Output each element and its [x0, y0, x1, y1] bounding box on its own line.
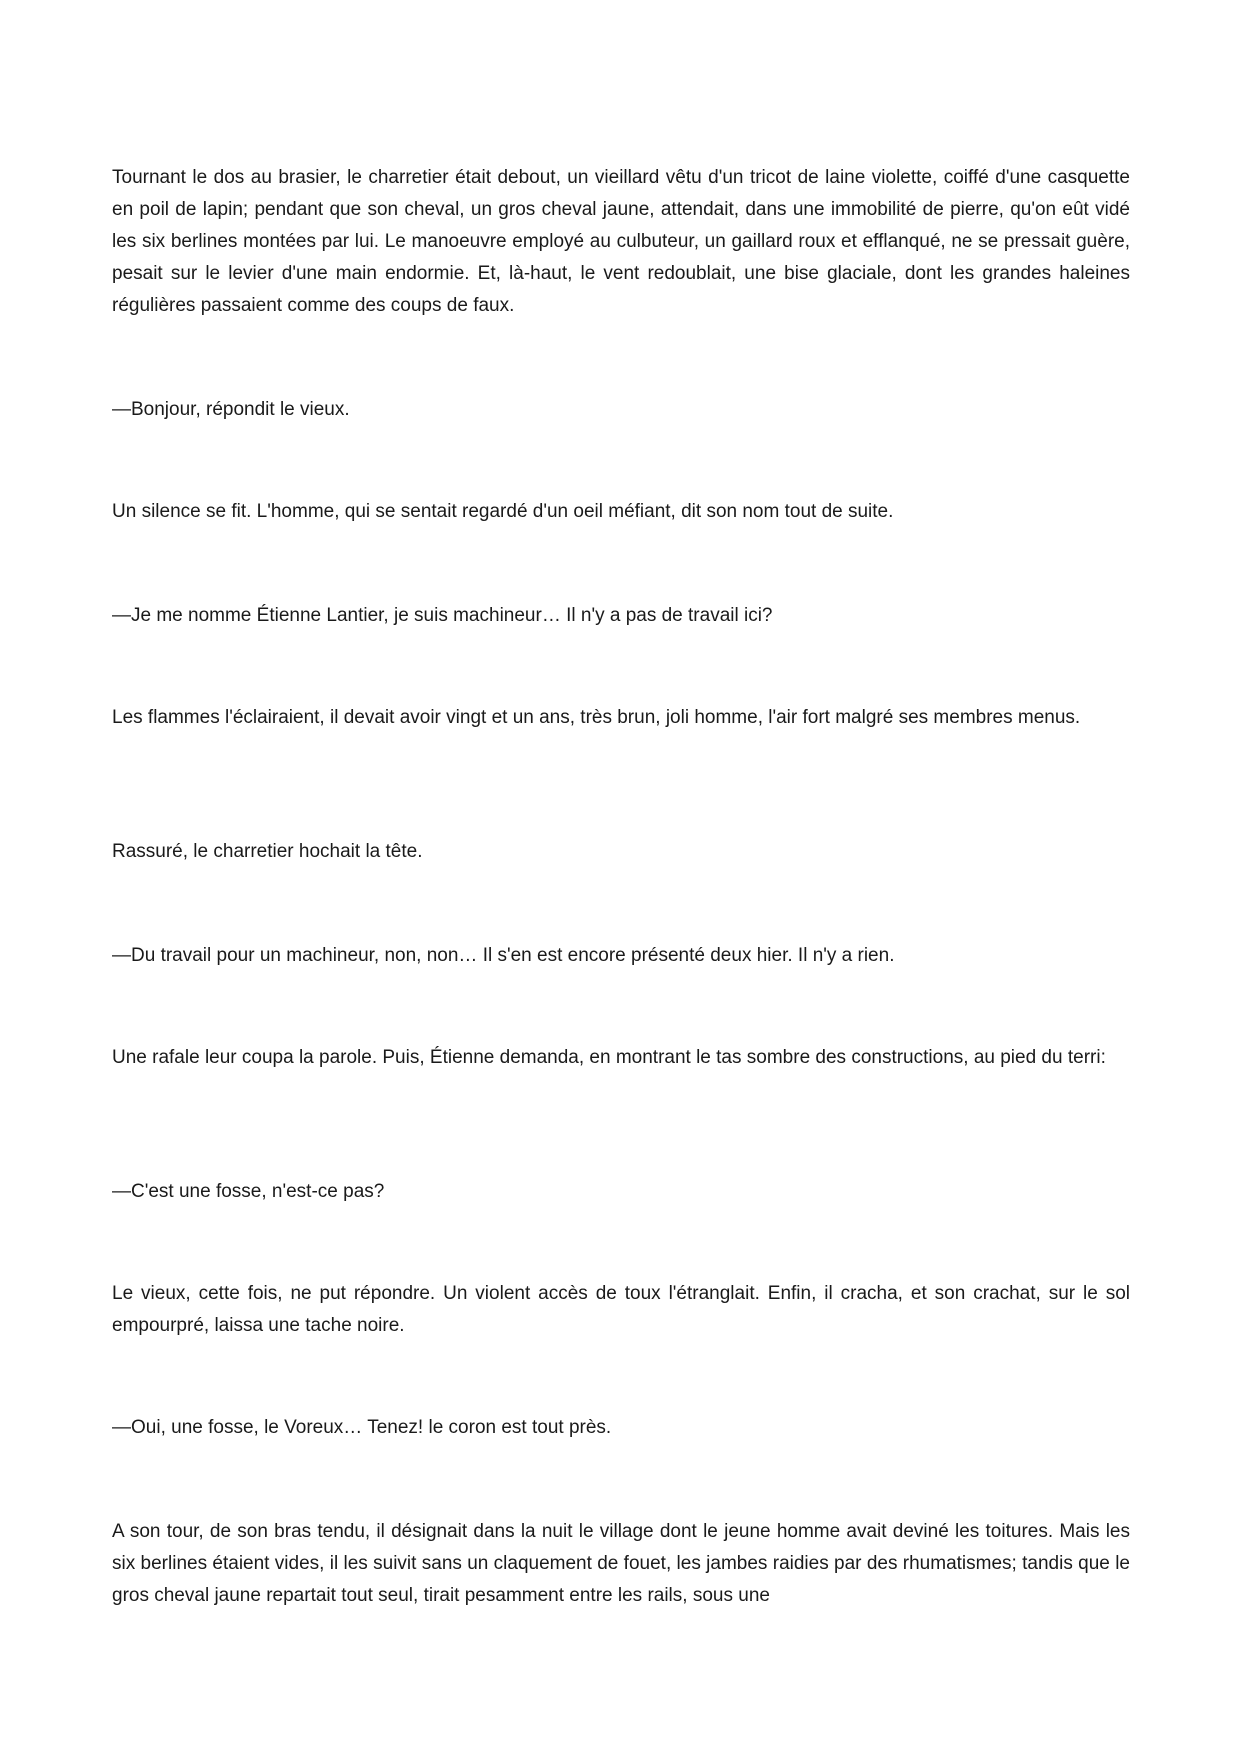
paragraph-narration-flammes: Les flammes l'éclairaient, il devait avoir vingt et un ans, très brun, joli homme, l'air fort malgré ses membres menus. [112, 707, 1081, 728]
paragraph-dialogue-etienne: —Je me nomme Étienne Lantier, je suis machineur… Il n'y a pas de travail ici? [112, 605, 773, 626]
paragraph-narration-village: A son tour, de son bras tendu, il désignait dans la nuit le village dont le jeune homme avait deviné les toitures. Mais les six berlines étaient vides, il les suivit sans un claquement de fouet, les jambes raidies par des rhumatismes; tandis que le gros cheval jaune repartait tout seul, tirait pesamment entre les rails, sous une [112, 1521, 1130, 1606]
paragraph-narration-rassure: Rassuré, le charretier hochait la tête. [112, 841, 423, 862]
paragraph-dialogue-voreux: —Oui, une fosse, le Voreux… Tenez! le coron est tout près. [112, 1417, 612, 1438]
paragraph-narration-rafale: Une rafale leur coupa la parole. Puis, Étienne demanda, en montrant le tas sombre des constructions, au pied du terri: [112, 1047, 1106, 1068]
paragraph-dialogue-bonjour: —Bonjour, répondit le vieux. [112, 399, 350, 420]
paragraph-narration-charretier: Tournant le dos au brasier, le charretier était debout, un vieillard vêtu d'un tricot de laine violette, coiffé d'une casquette en poil de lapin; pendant que son cheval, un gros cheval jaune, attendait, dans une immobilité de pierre, qu'on eût vidé les six berlines montées par lui. Le manoeuvre employé au culbuteur, un gaillard roux et efflanqué, ne se pressait guère, pesait sur le levier d'une main endormie. Et, là-haut, le vent redoublait, une bise glaciale, dont les grandes haleines régulières passaient comme des coups de faux. [112, 167, 1130, 316]
paragraph-dialogue-fosse: —C'est une fosse, n'est-ce pas? [112, 1181, 385, 1202]
paragraph-dialogue-travail: —Du travail pour un machineur, non, non… Il s'en est encore présenté deux hier. Il n'y a rien. [112, 945, 895, 966]
paragraph-narration-toux: Le vieux, cette fois, ne put répondre. Un violent accès de toux l'étranglait. Enfin, il cracha, et son crachat, sur le sol empourpré, laissa une tache noire. [112, 1283, 1130, 1336]
paragraph-narration-silence: Un silence se fit. L'homme, qui se sentait regardé d'un oeil méfiant, dit son nom tout de suite. [112, 501, 894, 522]
